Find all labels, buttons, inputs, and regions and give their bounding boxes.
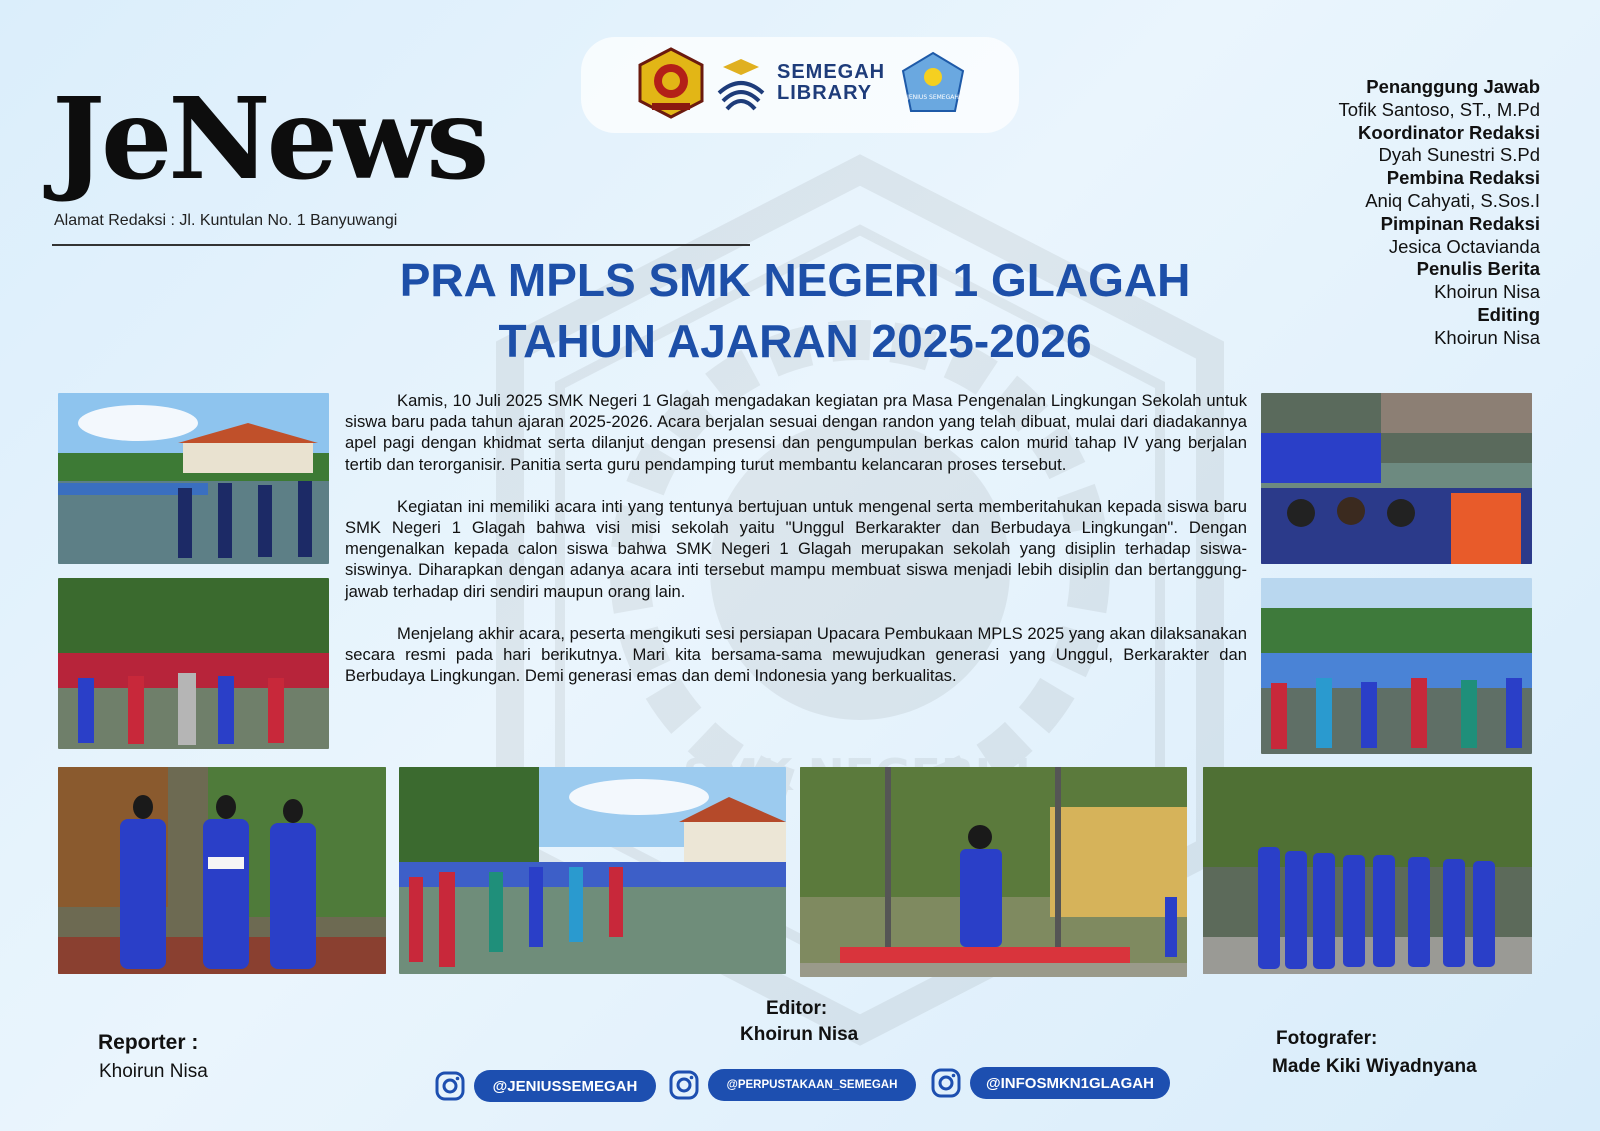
editor-label: Editor: <box>766 998 828 1019</box>
semegah-library-logo <box>711 53 771 115</box>
school-crest-logo <box>638 47 704 119</box>
masthead-divider <box>52 244 750 246</box>
masthead-title: JeNews <box>52 74 486 205</box>
editorial-credits <box>1240 76 1540 350</box>
social-handle[interactable]: @INFOSMKN1GLAGAH <box>970 1067 1170 1099</box>
social-handle[interactable]: @PERPUSTAKAAN_SEMEGAH <box>708 1069 916 1101</box>
reporter-name: Khoirun Nisa <box>99 1061 208 1082</box>
photo-registration-desk <box>1261 393 1532 564</box>
article-headline <box>340 250 1250 372</box>
library-line2: LIBRARY <box>777 82 873 104</box>
article-paragraph: Kegiatan ini memiliki acara inti yang tentunya bertujuan untuk mengenal serta memberitahukan kepada siswa baru SMK Negeri 1 Glagah bahwa visi misi sekolah yaitu "Unggul Berkarakter dan Berbudaya Lingkungan". Dengan mengenalkan kepada calon siswa bahwa SMK Negeri 1 Glagah merupakan sekolah yang disiplin terhadap siswa-siswinya. Diharapkan dengan adanya acara inti tersebut mampu membuat siswa menjadi lebih disiplin dan bertanggung-jawab terhadap diri sendiri maupun orang lain. <box>345 496 1247 601</box>
library-line1: SEMEGAH <box>777 61 886 83</box>
credit-name: Dyah Sunestri S.Pd <box>1378 144 1540 166</box>
photographer-name: Made Kiki Wiyadnyana <box>1272 1056 1477 1077</box>
social-handle[interactable]: @JENIUSSEMEGAH <box>474 1070 656 1102</box>
photo-three-students <box>58 767 386 974</box>
social-jeniussemegah[interactable] <box>434 1070 656 1102</box>
social-infosmkn1glagah[interactable] <box>930 1067 1170 1099</box>
article-body <box>345 390 1247 707</box>
reporter-label: Reporter : <box>98 1031 199 1054</box>
article-paragraph: Kamis, 10 Juli 2025 SMK Negeri 1 Glagah mengadakan kegiatan pra Masa Pengenalan Lingkungan Sekolah untuk siswa baru pada tahun ajaran 2025-2026. Acara berjalan sesuai dengan randon yang telah dibuat, mulai dari diadakannya apel pagi dengan khidmat serta dilanjut dengan presensi dan pengumpulan berkas calon murid tahap IV yang berjalan tertib dan terorganisir. Panitia serta guru pendamping turut membantu kelancaran proses tersebut. <box>345 391 1247 474</box>
credit-name: Aniq Cahyati, S.Sos.I <box>1365 189 1540 211</box>
credit-role: Editing <box>1477 303 1540 325</box>
instagram-icon <box>668 1069 700 1101</box>
photo-students-lineup <box>58 578 329 749</box>
photo-speaker-podium <box>800 767 1187 977</box>
photo-students-salute <box>1261 578 1532 754</box>
social-perpustakaan[interactable] <box>668 1069 916 1101</box>
credit-role: Penanggung Jawab <box>1366 76 1540 97</box>
credit-role: Penulis Berita <box>1416 258 1540 280</box>
editor-name: Khoirun Nisa <box>740 1024 859 1045</box>
jenius-semegah-logo <box>901 51 965 115</box>
photo-courtyard-lineup <box>399 767 786 974</box>
logo-strip <box>581 37 1019 133</box>
article-paragraph: Menjelang akhir acara, peserta mengikuti sesi persiapan Upacara Pembukaan MPLS 2025 yang akan dilaksanakan secara resmi pada hari berikutnya. Mari kita bersama-sama mewujudkan generasi yang Unggul, Berkarakter dan Berbudaya Lingkungan. Demi generasi emas dan demi Indonesia yang berkualitas. <box>345 623 1247 686</box>
jenius-logo-text: JENIUS SEMEGAH <box>907 94 959 101</box>
instagram-icon <box>930 1067 962 1099</box>
credit-role: Pembina Redaksi <box>1386 167 1540 189</box>
headline-line2: TAHUN AJARAN 2025-2026 <box>498 315 1092 367</box>
editorial-address: Alamat Redaksi : Jl. Kuntulan No. 1 Banyuwangi <box>54 212 398 229</box>
headline-line1: PRA MPLS SMK NEGERI 1 GLAGAH <box>399 254 1191 306</box>
photographer-label: Fotografer: <box>1276 1028 1378 1049</box>
credit-name: Khoirun Nisa <box>1434 326 1540 348</box>
credit-role: Koordinator Redaksi <box>1358 121 1540 143</box>
credit-name: Jesica Octavianda <box>1388 235 1540 257</box>
credit-role: Pimpinan Redaksi <box>1380 212 1540 234</box>
credit-name: Tofik Santoso, ST., M.Pd <box>1338 98 1540 120</box>
credit-name: Khoirun Nisa <box>1434 281 1540 303</box>
instagram-icon <box>434 1070 466 1102</box>
photo-assembly-field <box>58 393 329 564</box>
photo-line-of-students <box>1203 767 1532 974</box>
library-wordmark <box>777 62 885 104</box>
